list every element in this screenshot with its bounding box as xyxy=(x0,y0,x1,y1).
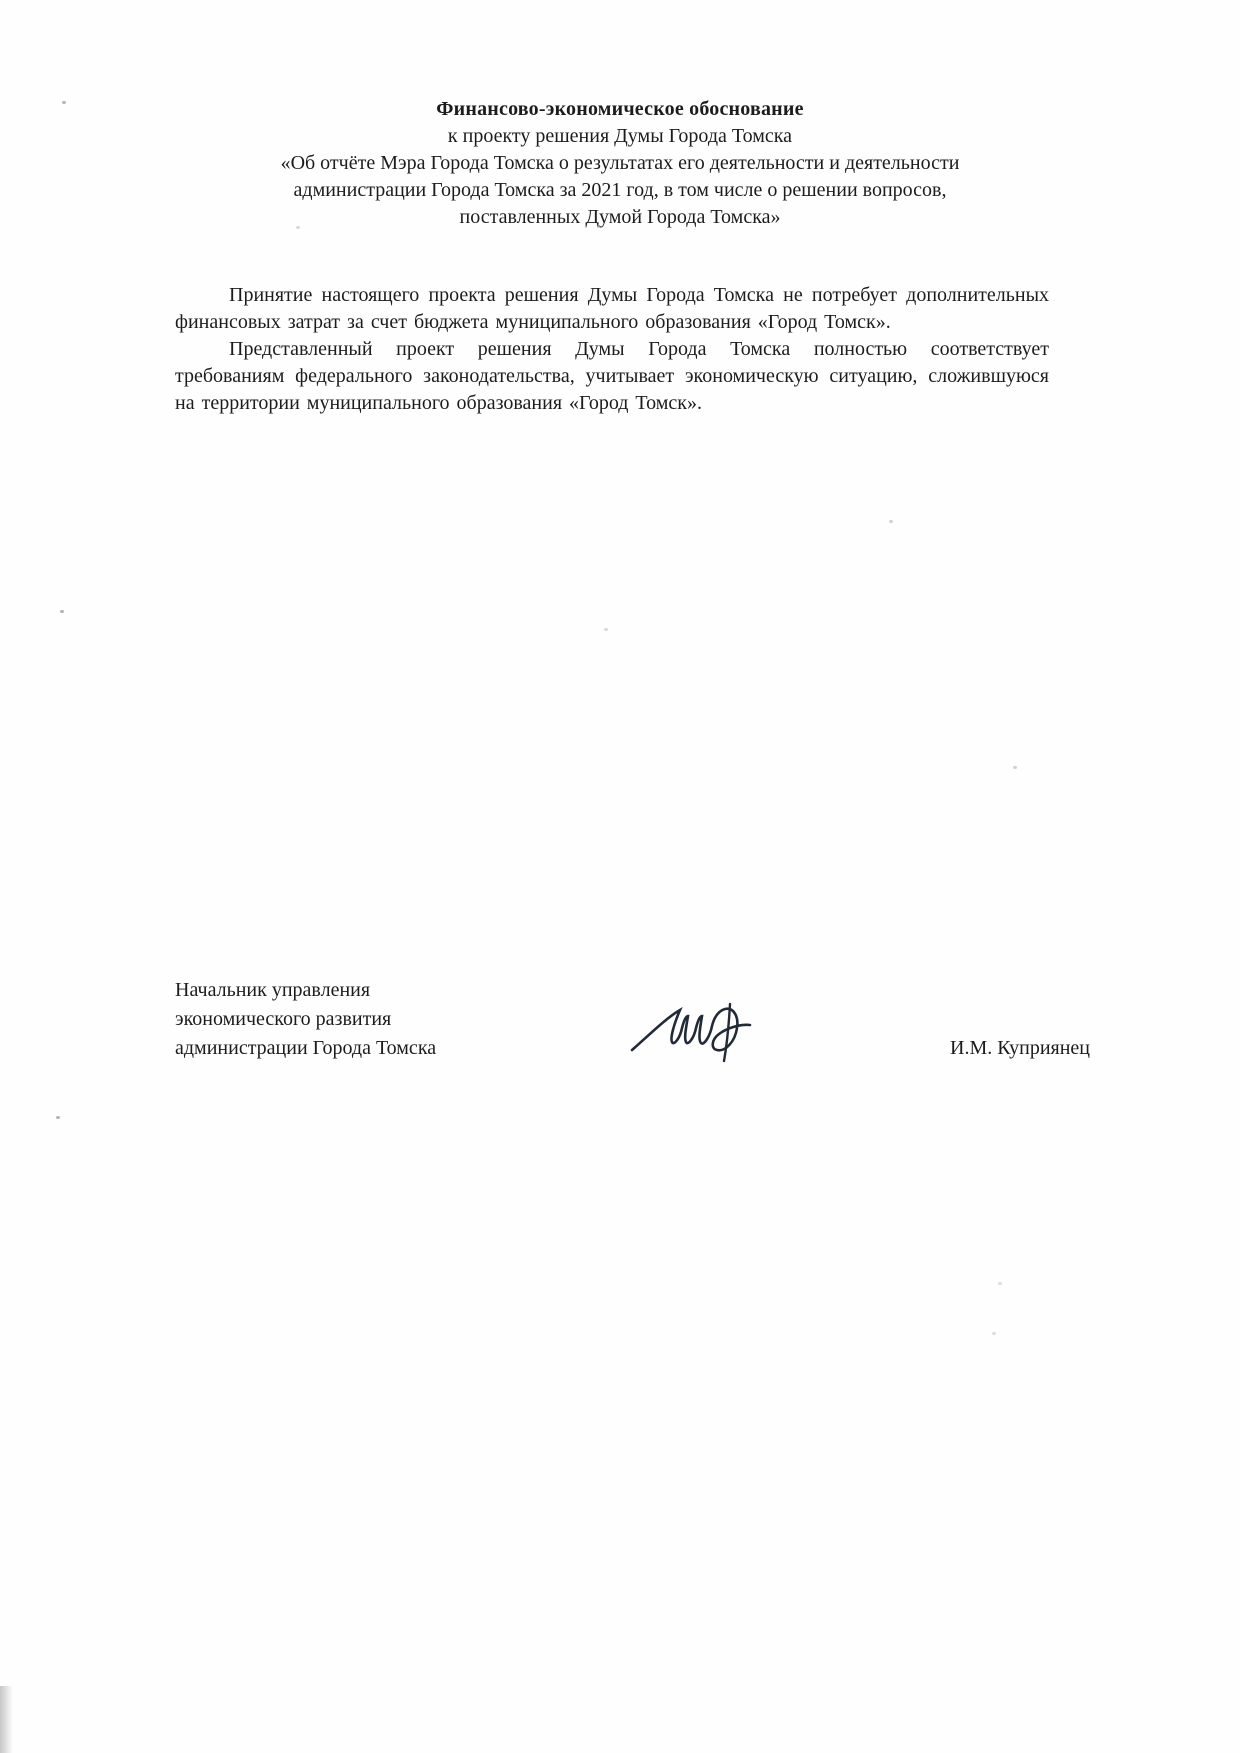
scan-speck xyxy=(604,628,608,631)
scan-speck xyxy=(889,520,893,523)
signatory-position xyxy=(175,976,436,1063)
document-header xyxy=(120,96,1120,231)
scan-speck xyxy=(998,1282,1002,1285)
signatory-position-line: администрации Города Томска xyxy=(175,1037,437,1059)
scan-smudge xyxy=(0,1686,13,1753)
signatory-position-line: Начальник управления xyxy=(175,979,371,1001)
scan-speck xyxy=(992,1332,996,1335)
body-paragraph: Представленный проект решения Думы Города Томска полностью соответствует требованиям федерального законодательства, учитывает экономическую ситуацию, сложившуюся на территории муниципального образования «Город Томск». xyxy=(175,338,1049,414)
document-body xyxy=(175,282,1049,417)
scan-speck xyxy=(296,226,300,229)
handwritten-signature-icon xyxy=(628,994,778,1069)
signatory-position-line: экономического развития xyxy=(175,1008,392,1030)
document-subtitle-line: поставленных Думой Города Томска» xyxy=(459,206,781,228)
document-subtitle-line: к проекту решения Думы Города Томска xyxy=(447,125,793,147)
document-subtitle-line: «Об отчёте Мэра Города Томска о результатах его деятельности и деятельности xyxy=(280,152,960,174)
signature-block xyxy=(175,976,1120,1063)
scan-speck xyxy=(60,610,64,613)
scan-speck xyxy=(1013,766,1017,769)
body-paragraph: Принятие настоящего проекта решения Думы Города Томска не потребует дополнительных финансовых затрат за счет бюджета муниципального образования «Город Томск». xyxy=(175,284,1049,333)
document-subtitle-line: администрации Города Томска за 2021 год, в том числе о решении вопросов, xyxy=(293,179,947,201)
scan-speck xyxy=(62,101,66,104)
document-title: Финансово-экономическое обоснование xyxy=(436,98,804,120)
signatory-name: И.М. Куприянец xyxy=(950,1037,1090,1059)
scan-speck xyxy=(56,1116,60,1119)
